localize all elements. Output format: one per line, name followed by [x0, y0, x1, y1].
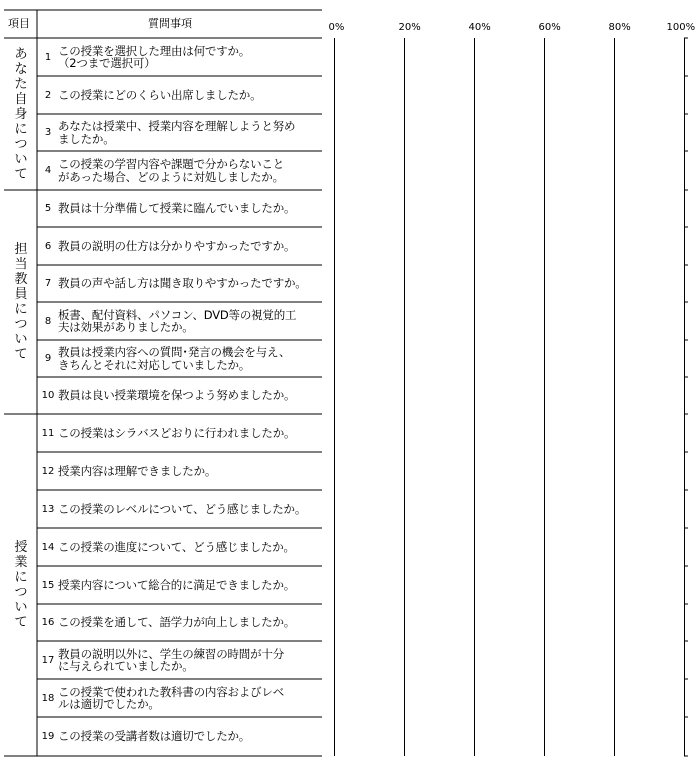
question-number: 10 — [41, 390, 55, 401]
question-text: 教員の声や話し方は聞き取りやすかったですか。 — [58, 276, 307, 291]
question-text: この授業はシラバスどおりに行われましたか。 — [58, 425, 296, 440]
header-question-label: 質問事項 — [148, 17, 192, 30]
question-text: 板書、配付資料、パソコン、DVD等の視覚的工 夫は効果がありましたか。 — [58, 307, 297, 334]
question-text: この授業の受講者数は適切でしたか。 — [58, 729, 251, 744]
x-tick-label: 60% — [538, 22, 561, 33]
question-text: 教員の説明以外に、学生の練習の時間が十分 に与えられていましたか。 — [58, 646, 284, 673]
question-text: 教員は授業内容への質問･発言の機会を与え、 きちんとそれに対応していましたか。 — [58, 345, 291, 372]
question-number: 5 — [44, 203, 52, 214]
x-tick-label: 80% — [608, 22, 631, 33]
question-number: 14 — [41, 541, 55, 553]
question-text: この授業の進度について、どう感じましたか。 — [58, 539, 295, 554]
x-tick-label: 40% — [468, 22, 491, 33]
header-item-label: 項目 — [8, 17, 30, 30]
question-text: 授業内容は理解できましたか。 — [58, 463, 217, 478]
category-label: あなた自身について — [14, 46, 28, 182]
question-text: あなたは授業中、授業内容を理解しようと努め ましたか。 — [58, 119, 296, 146]
category-label: 担当教員について — [14, 242, 28, 362]
question-text: 教員は良い授業環境を保つよう努めましたか。 — [58, 388, 296, 403]
question-number: 1 — [44, 51, 52, 63]
question-text: この授業にどのくらい出席しましたか。 — [58, 87, 262, 102]
question-text: この授業を選択した理由は何ですか。 （2つまで選択可） — [58, 43, 251, 70]
question-number: 15 — [41, 579, 55, 591]
question-number: 7 — [44, 278, 52, 289]
question-number: 4 — [44, 165, 52, 176]
question-number: 19 — [41, 731, 55, 742]
question-number: 3 — [44, 127, 52, 138]
question-text: 授業内容について総合的に満足できましたか。 — [58, 577, 296, 592]
question-text: 教員の説明の仕方は分かりやすかったですか。 — [58, 238, 296, 253]
question-text: 教員は十分準備して授業に臨んでいましたか。 — [58, 201, 296, 216]
question-text: この授業で使われた教科書の内容およびレベ ルは適切でしたか。 — [58, 684, 284, 711]
question-text: この授業の学習内容や課題で分からないこと があった場合、どのように対処しましたか。 — [58, 157, 284, 184]
question-text: この授業のレベルについて、どう感じましたか。 — [58, 501, 307, 516]
x-tick-label: 20% — [398, 22, 421, 33]
question-number: 16 — [41, 617, 55, 628]
x-tick-label: 0% — [328, 22, 345, 33]
category-label: 授業について — [14, 540, 28, 630]
question-number: 12 — [41, 465, 55, 477]
question-text: この授業を通して、語学力が向上しましたか。 — [58, 615, 296, 630]
question-number: 9 — [44, 353, 52, 364]
question-number: 11 — [41, 427, 55, 439]
question-number: 8 — [44, 315, 52, 327]
x-tick-label: 100% — [666, 22, 696, 33]
question-number: 13 — [41, 503, 55, 515]
question-number: 2 — [44, 89, 52, 101]
question-number: 18 — [41, 692, 55, 704]
question-number: 6 — [44, 240, 52, 252]
question-number: 17 — [41, 654, 55, 666]
